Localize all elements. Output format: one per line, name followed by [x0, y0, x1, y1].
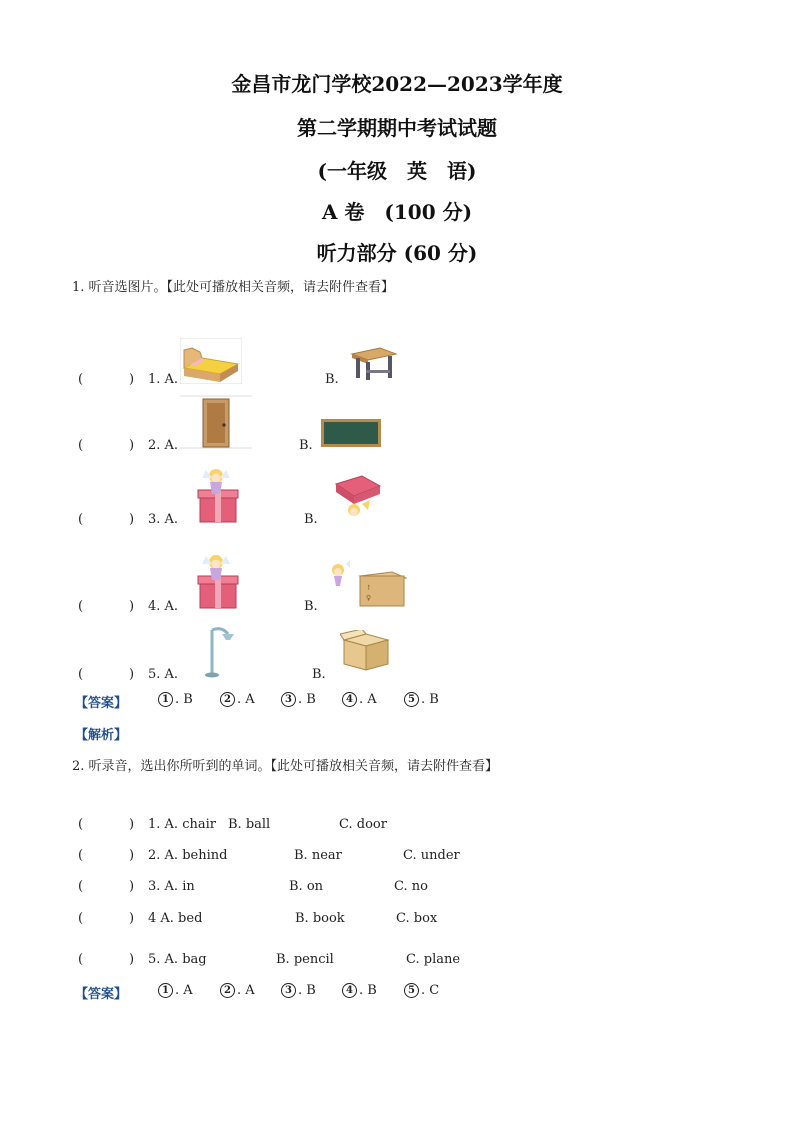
- q1-answer-1: [158, 692, 193, 707]
- circled-number: 3: [281, 983, 296, 998]
- q1-option-b: B.: [312, 667, 326, 682]
- paren-close: ): [129, 667, 135, 682]
- circled-number: 1: [158, 983, 173, 998]
- paren-close: ): [129, 438, 135, 453]
- circled-number: 4: [342, 983, 357, 998]
- door-image: [180, 395, 252, 449]
- q2-option-c: C. under: [403, 848, 460, 863]
- q2-option-c: C. no: [394, 879, 428, 894]
- circled-number: 5: [404, 692, 419, 707]
- q2-option-b: B. book: [295, 911, 345, 926]
- q2-option-c: C. box: [396, 911, 438, 926]
- desk-image: [350, 344, 398, 382]
- q1-item-num: 2. A.: [148, 438, 179, 453]
- fairy-on-gift-box-image: [188, 462, 244, 524]
- circled-number: 3: [281, 692, 296, 707]
- q2-instruction: 2. 听录音，选出你所听到的单词。【此处可播放相关音频，请去附件查看】: [72, 759, 499, 774]
- q1-answer-2: [220, 692, 255, 707]
- answer-value: . C: [421, 983, 440, 998]
- answer-value: . B: [421, 692, 439, 707]
- answer-value: . B: [175, 692, 193, 707]
- fairy-on-gift-box-image: [188, 548, 244, 610]
- paren-open: (: [78, 438, 84, 453]
- fairy-under-gift-box-image: [332, 474, 384, 520]
- paren-close: ): [129, 372, 135, 387]
- paren-open: (: [78, 599, 84, 614]
- q2-option-c: C. plane: [406, 952, 461, 967]
- title-listening: 听力部分 (60 分): [316, 241, 478, 265]
- paren-close: ): [129, 911, 135, 926]
- q1-answer-5: [404, 692, 439, 707]
- q2-answer-4: [342, 983, 377, 998]
- q1-item-num: 1. A.: [148, 372, 179, 387]
- q1-instruction: 1. 听音选图片。【此处可播放相关音频，请去附件查看】: [72, 280, 395, 295]
- answer-value: . A: [175, 983, 193, 998]
- circled-number: 4: [342, 692, 357, 707]
- q2-option-a: 1. A. chair: [148, 817, 216, 832]
- fairy-beside-box-image: [326, 558, 408, 608]
- answer-value: . B: [298, 692, 316, 707]
- circled-number: 1: [158, 692, 173, 707]
- answer-value: . B: [298, 983, 316, 998]
- q1-answer-3: [281, 692, 316, 707]
- q1-option-b: B.: [325, 372, 339, 387]
- svg-text:↑: ↑: [366, 584, 372, 592]
- bed-image: [180, 338, 242, 384]
- paren-close: ): [129, 848, 135, 863]
- q1-option-b: B.: [304, 512, 318, 527]
- q2-option-b: B. ball: [228, 817, 271, 832]
- title-paper-a: A 卷 (100 分): [321, 200, 473, 224]
- q1-item-num: 4. A.: [148, 599, 179, 614]
- q2-answer-2: [220, 983, 255, 998]
- title-grade-subject: (一年级 英 语): [317, 159, 477, 183]
- q2-option-c: C. door: [339, 817, 387, 832]
- q2-option-b: B. pencil: [276, 952, 334, 967]
- answer-value: . A: [237, 692, 255, 707]
- circled-number: 2: [220, 983, 235, 998]
- answer-value: . B: [359, 983, 377, 998]
- svg-text:♀: ♀: [366, 594, 372, 602]
- answer-value: . A: [237, 983, 255, 998]
- q2-answer-label: 【答案】: [75, 987, 128, 1002]
- paren-open: (: [78, 879, 84, 894]
- title-exam: 第二学期期中考试试题: [297, 116, 497, 140]
- paren-close: ): [129, 879, 135, 894]
- q1-analysis-label: 【解析】: [75, 728, 128, 743]
- q2-option-a: 2. A. behind: [148, 848, 228, 863]
- q2-option-b: B. near: [294, 848, 342, 863]
- q1-answer-label: 【答案】: [75, 696, 128, 711]
- q1-item-num: 5. A.: [148, 667, 179, 682]
- paren-close: ): [129, 599, 135, 614]
- paren-close: ): [129, 512, 135, 527]
- q2-option-a: 5. A. bag: [148, 952, 207, 967]
- q1-answer-4: [342, 692, 377, 707]
- paren-open: (: [78, 911, 84, 926]
- paren-open: (: [78, 512, 84, 527]
- q2-option-b: B. on: [289, 879, 324, 894]
- q2-option-a: 4 A. bed: [148, 911, 203, 926]
- paren-close: ): [129, 817, 135, 832]
- circled-number: 2: [220, 692, 235, 707]
- paren-open: (: [78, 667, 84, 682]
- q2-answer-5: [404, 983, 439, 998]
- q2-answer-3: [281, 983, 316, 998]
- circled-number: 5: [404, 983, 419, 998]
- q2-answer-1: [158, 983, 193, 998]
- answer-value: . A: [359, 692, 377, 707]
- paren-open: (: [78, 848, 84, 863]
- q2-option-a: 3. A. in: [148, 879, 195, 894]
- q1-item-num: 3. A.: [148, 512, 179, 527]
- q1-option-b: B.: [299, 438, 313, 453]
- paren-open: (: [78, 817, 84, 832]
- q1-option-b: B.: [304, 599, 318, 614]
- title-school-year: 金昌市龙门学校2022—2023学年度: [231, 72, 563, 96]
- paren-open: (: [78, 372, 84, 387]
- blackboard-image: [320, 418, 382, 448]
- lamp-image: [200, 624, 240, 678]
- box-image: [340, 630, 392, 672]
- paren-open: (: [78, 952, 84, 967]
- paren-close: ): [129, 952, 135, 967]
